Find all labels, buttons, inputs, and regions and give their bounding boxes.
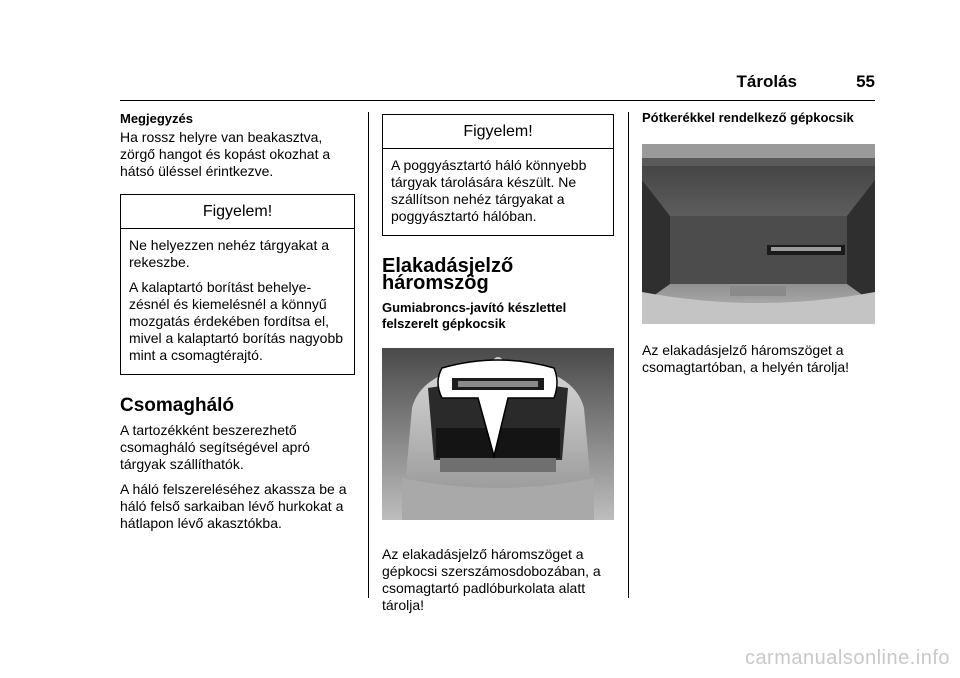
page-number: 55 [856,72,875,91]
warning-box-1 [120,194,355,375]
column-divider-2 [628,112,629,598]
section-title-csomaghalo: Csomagháló [120,395,235,416]
subheading-gumiabroncs: Gumiabroncs-javító készlettel felszerelt gépkocsik [382,300,567,331]
warning-text: A poggyásztartó háló könnyebb tárgyak tárolására készült. Ne szállítson nehéz tárgyakat a poggyásztartó hálóban. [391,157,587,224]
warning-box-2 [382,114,614,236]
column-divider-1 [368,112,369,598]
warning-text-2: A kalaptartó borítást behelye-zésnél és kiemelésnél a könnyű mozgatás érdekében fordítsa el, mivel a kalaptartó borítás nagyobb mint a csomagtérajtó. [129,279,344,363]
note-heading: Megjegyzés [120,111,193,126]
column-2 [382,114,614,622]
image-caption: Az elakadásjelző háromszöget a csomagtartóban, a helyén tárolja! [642,342,850,375]
warning-text-1: Ne helyezzen nehéz tárgyakat a rekeszbe. [129,237,330,270]
paragraph-2: A háló felszereléséhez akassza be a háló felső sarkaiban lévő hurkokat a hátlapon lévő akasztókba. [120,481,347,531]
page-header [120,72,875,101]
column-3 [642,110,875,384]
watermark: carmanualsonline.info [744,647,950,669]
warning-title: Figyelem! [121,195,354,229]
warning-title: Figyelem! [383,115,613,149]
note-text: Ha rossz helyre van beakasztva, zörgő hangot és kopást okozhat a hátsó üléssel érintkezve. [120,129,331,179]
section-title-elakadasjelzo: Elakadásjelző háromszög [382,255,514,294]
trunk-floor-photo [642,144,875,324]
subheading-potkerek: Pótkerékkel rendelkező gépkocsik [642,110,854,125]
car-trunk-photo [382,348,614,520]
header-section-title: Tárolás [736,72,797,91]
image-caption: Az elakadásjelző háromszöget a gépkocsi szerszámosdobozában, a csomagtartó padlóburkolata alatt tárolja! [382,546,601,613]
column-1 [120,110,355,540]
paragraph-1: A tartozékként beszerezhető csomagháló segítségével apró tárgyak szállíthatók. [120,422,310,472]
